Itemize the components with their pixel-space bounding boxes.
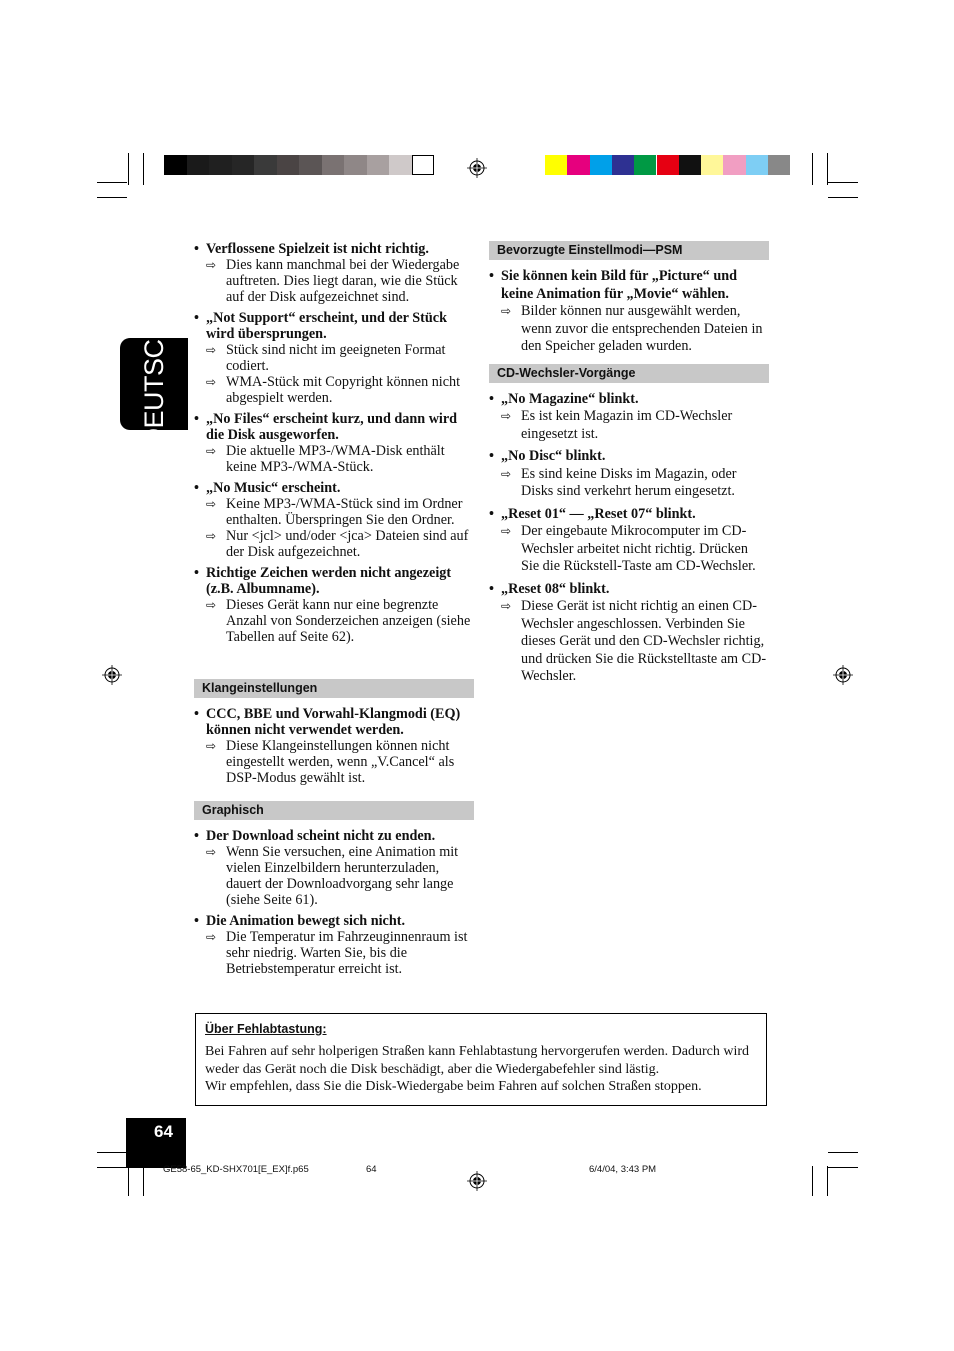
crop-mark [143, 153, 144, 185]
problem-text: „No Disc“ blinkt. [501, 448, 606, 464]
remedy-label: Es ist kein Magazin im CD-Wechsler eingesetzt ist. [521, 408, 733, 442]
crop-mark [828, 1167, 858, 1168]
problem-text: „Not Support“ erscheint, und der Stück wird übersprungen. [206, 310, 447, 342]
remedy-label: Nur <jcl> und/oder <jca> Dateien sind auf der Disk aufgezeichnet. [226, 528, 469, 560]
remedy-label: Der eingebaute Mikrocomputer im CD-Wechsler arbeitet nicht richtig. Drücken Sie die Rückstell-Taste am CD-Wechsler. [521, 523, 756, 574]
bullet-icon: • [194, 913, 199, 929]
bullet-icon: • [489, 505, 494, 522]
remedy-text [489, 408, 769, 443]
bullet-icon: • [489, 268, 494, 284]
problem-text: Die Animation bewegt sich nicht. [206, 913, 406, 929]
crop-mark [97, 1152, 127, 1153]
section-heading: Bevorzugte Einstellmodi—PSM [489, 241, 769, 260]
color-swatch [209, 155, 232, 175]
footer-date: 6/4/04, 3:43 PM [589, 1164, 657, 1175]
remedy-label: Wenn Sie versuchen, eine Animation mit vielen Einzelbildern herunterzuladen, dauert der Downloadvorgang sehr lange (siehe Seite 61). [226, 844, 459, 908]
arrow-right-icon: ⇨ [501, 599, 512, 613]
item-group [194, 241, 474, 645]
arrow-right-icon: ⇨ [501, 304, 512, 318]
remedy-label: Die Temperatur im Fahrzeuginnenraum ist sehr niedrig. Warten Sie, bis die Betriebstemperatur erreicht ist. [226, 929, 468, 977]
arrow-right-icon: ⇨ [206, 529, 217, 543]
problem-text: CCC, BBE und Vorwahl-Klangmodi (EQ) können nicht verwendet werden. [206, 706, 461, 738]
crop-mark [97, 197, 127, 198]
remedy-label: Keine MP3-/WMA-Stück sind im Ordner enthalten. Überspringen Sie den Ordner. [226, 496, 463, 528]
troubleshoot-item [194, 480, 474, 560]
remedy-label: Stück sind nicht im geeigneten Format codiert. [226, 342, 446, 374]
crop-mark [812, 1166, 813, 1196]
section [489, 364, 769, 686]
remedy-text [194, 257, 474, 305]
arrow-right-icon: ⇨ [206, 343, 217, 357]
bullet-icon: • [489, 580, 494, 597]
remedy-label: Diese Klangeinstellungen können nicht eingestellt werden, wenn „V.Cancel“ als DSP-Modus gewählt ist. [226, 738, 455, 786]
troubleshoot-item [194, 411, 474, 475]
color-swatch [164, 155, 187, 175]
problem-text: „Reset 01“ — „Reset 07“ blinkt. [501, 505, 696, 522]
color-swatch [746, 155, 768, 175]
note-box [195, 1013, 767, 1106]
section [194, 679, 474, 786]
crop-mark [128, 1166, 129, 1196]
section-heading: Klangeinstellungen [194, 679, 474, 698]
color-swatch [723, 155, 745, 175]
remedy-text [194, 342, 474, 374]
bullet-icon: • [194, 310, 199, 326]
troubleshoot-item [194, 913, 474, 977]
bullet-icon: • [489, 390, 494, 407]
color-swatch [299, 155, 322, 175]
arrow-right-icon: ⇨ [501, 409, 512, 423]
note-line: Wir empfehlen, dass Sie die Disk-Wiedergabe beim Fahren auf solchen Straßen stoppen. [205, 1079, 702, 1094]
remedy-text [194, 844, 474, 908]
color-swatch [657, 155, 679, 175]
language-tab-label: DEUTSCH [138, 320, 169, 448]
color-swatch [389, 155, 412, 175]
problem-text: Der Download scheint nicht zu enden. [206, 828, 436, 844]
language-tab [120, 320, 188, 448]
crop-mark [827, 153, 828, 185]
remedy-text [489, 466, 769, 501]
section-heading: Graphisch [194, 801, 474, 820]
section [194, 801, 474, 977]
crop-mark [128, 153, 129, 185]
crop-mark [827, 1166, 828, 1196]
color-swatch [232, 155, 255, 175]
remedy-text [194, 597, 474, 645]
remedy-text [194, 929, 474, 977]
remedy-text [489, 598, 769, 686]
color-swatch [768, 155, 790, 175]
section [489, 241, 769, 356]
arrow-right-icon: ⇨ [206, 930, 217, 944]
problem-text: „No Magazine“ blinkt. [501, 390, 639, 407]
problem-text: „Reset 08“ blinkt. [501, 580, 610, 597]
color-swatch [344, 155, 367, 175]
troubleshoot-item [489, 391, 769, 444]
troubleshoot-item [194, 828, 474, 908]
remedy-label: WMA-Stück mit Copyright können nicht abgespielt werden. [226, 374, 461, 406]
bullet-icon: • [194, 706, 199, 722]
bullet-icon: • [194, 828, 199, 844]
color-swatch [322, 155, 345, 175]
troubleshoot-item [489, 268, 769, 356]
arrow-right-icon: ⇨ [501, 524, 512, 538]
left-column [194, 241, 474, 977]
remedy-text [489, 303, 769, 356]
remedy-text [194, 738, 474, 786]
troubleshoot-item [194, 565, 474, 645]
color-swatch [545, 155, 567, 175]
troubleshoot-item [194, 241, 474, 305]
arrow-right-icon: ⇨ [206, 845, 217, 859]
arrow-right-icon: ⇨ [206, 598, 217, 612]
section-heading: CD-Wechsler-Vorgänge [489, 364, 769, 383]
color-swatch [412, 155, 435, 175]
color-swatch [277, 155, 300, 175]
right-column [489, 241, 769, 686]
crop-mark [143, 1166, 144, 1196]
bullet-icon: • [194, 565, 199, 581]
footer-page: 64 [366, 1164, 377, 1175]
bullet-icon: • [489, 448, 494, 464]
page-number: 64 [154, 1122, 173, 1141]
problem-text: Verflossene Spielzeit ist nicht richtig. [206, 241, 429, 257]
crop-mark [828, 1152, 858, 1153]
remedy-label: Es sind keine Disks im Magazin, oder Disks sind verkehrt herum eingesetzt. [521, 465, 737, 499]
note-title: Über Fehlabtastung: [205, 1022, 327, 1036]
problem-text: Sie können kein Bild für „Picture“ und keine Animation für „Movie“ wählen. [501, 268, 737, 302]
registration-mark-icon [467, 158, 487, 178]
color-swatch [590, 155, 612, 175]
note-line: Bei Fahren auf sehr holperigen Straßen kann Fehlabtastung hervorgerufen werden. Dadurch wird weder das Gerät noch die Disk beschädigt, aber die Wiedergabefehler sind lästig. [205, 1044, 750, 1077]
troubleshoot-item [194, 310, 474, 406]
color-swatch [367, 155, 390, 175]
remedy-text [194, 528, 474, 560]
crop-mark [812, 153, 813, 185]
color-swatch [187, 155, 210, 175]
registration-mark-icon [102, 665, 122, 685]
arrow-right-icon: ⇨ [206, 739, 217, 753]
remedy-text [489, 523, 769, 576]
troubleshoot-item [194, 706, 474, 786]
note-body [205, 1043, 755, 1096]
troubleshoot-item [489, 506, 769, 576]
crop-mark [828, 182, 858, 183]
color-swatch [634, 155, 656, 175]
arrow-right-icon: ⇨ [501, 466, 512, 481]
footer-file: GE58-65_KD-SHX701[E_EX]f.p65 [163, 1164, 309, 1175]
registration-mark-icon [467, 1171, 487, 1191]
arrow-right-icon: ⇨ [206, 444, 217, 458]
remedy-text [194, 443, 474, 475]
registration-mark-icon [833, 665, 853, 685]
remedy-text [194, 374, 474, 406]
remedy-label: Dieses Gerät kann nur eine begrenzte Anzahl von Sonderzeichen anzeigen (siehe Tabellen auf Seite 62). [226, 597, 471, 645]
remedy-text [194, 496, 474, 528]
color-swatch [701, 155, 723, 175]
bullet-icon: • [194, 480, 199, 496]
problem-text: „No Files“ erscheint kurz, und dann wird die Disk ausgeworfen. [206, 411, 458, 443]
remedy-label: Diese Gerät ist nicht richtig an einen CD-Wechsler angeschlossen. Verbinden Sie dieses Gerät und den CD-Wechsler richtig, und drücken Sie die Rückstelltaste am CD-Wechsler. [521, 598, 767, 684]
bullet-icon: • [194, 411, 199, 427]
remedy-label: Die aktuelle MP3-/WMA-Disk enthält keine MP3-/WMA-Stück. [226, 443, 445, 475]
crop-mark [97, 182, 127, 183]
arrow-right-icon: ⇨ [206, 375, 217, 389]
color-swatch [254, 155, 277, 175]
arrow-right-icon: ⇨ [206, 258, 217, 272]
troubleshoot-item [489, 448, 769, 501]
remedy-label: Bilder können nur ausgewählt werden, wenn zuvor die entsprechenden Dateien in den Speicher geladen wurden. [521, 303, 763, 354]
remedy-label: Dies kann manchmal bei der Wiedergabe auftreten. Dies liegt daran, wie die Stück auf der Disk aufgezeichnet sind. [226, 257, 460, 305]
color-swatch [679, 155, 701, 175]
problem-text: „No Music“ erscheint. [206, 480, 341, 496]
crop-mark [97, 1167, 127, 1168]
troubleshoot-item [489, 581, 769, 686]
problem-text: Richtige Zeichen werden nicht angezeigt (z.B. Albumname). [206, 565, 452, 597]
bullet-icon: • [194, 241, 199, 257]
crop-mark [828, 197, 858, 198]
arrow-right-icon: ⇨ [206, 497, 217, 511]
color-swatch [567, 155, 589, 175]
color-swatch [612, 155, 634, 175]
page-number-box [126, 1118, 186, 1168]
